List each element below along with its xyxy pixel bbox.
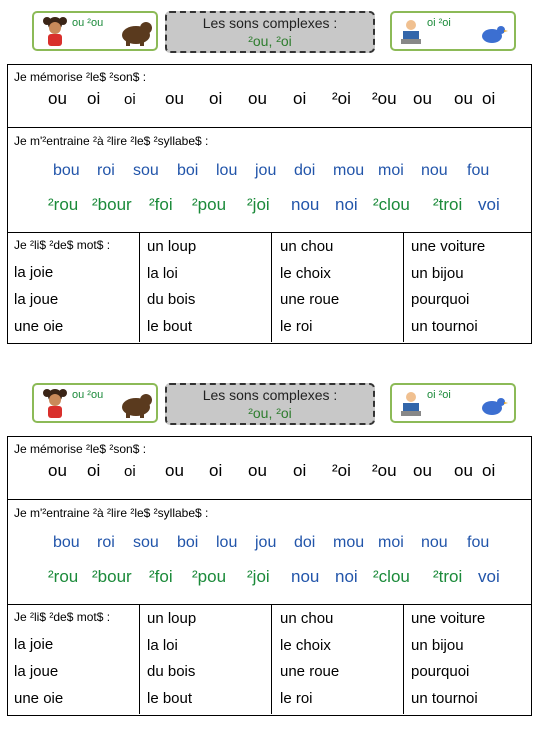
header-right-box bbox=[390, 383, 516, 423]
syllable: ²joi bbox=[247, 195, 270, 214]
child-reading-icon bbox=[398, 17, 424, 47]
sound-item: oi bbox=[293, 89, 307, 108]
word: une roue bbox=[280, 663, 340, 680]
syllable: fou bbox=[467, 162, 490, 179]
word: un chou bbox=[280, 238, 334, 255]
word: du bois bbox=[147, 663, 196, 680]
child-reading-icon bbox=[398, 389, 424, 419]
entraine-section bbox=[7, 128, 532, 233]
word: une oie bbox=[14, 318, 64, 335]
title-line-1: Les sons complexes : bbox=[202, 387, 338, 403]
word: le choix bbox=[280, 265, 331, 282]
sound-item: oi bbox=[124, 463, 136, 480]
sound-item: ou bbox=[48, 461, 67, 480]
bear-icon bbox=[118, 390, 154, 418]
syllable: voi bbox=[478, 567, 500, 586]
word: une voiture bbox=[411, 238, 486, 255]
sound-item: ou bbox=[48, 89, 67, 108]
syllable: ²pou bbox=[192, 195, 227, 214]
word: le roi bbox=[280, 318, 313, 335]
sound-item: ou bbox=[454, 89, 473, 108]
word: le bout bbox=[147, 690, 193, 707]
word: le roi bbox=[280, 690, 313, 707]
syllable: ²foi bbox=[149, 567, 173, 586]
syllable: noi bbox=[335, 567, 358, 586]
syllable: ²clou bbox=[373, 195, 410, 214]
syllable: ²troi bbox=[433, 195, 463, 214]
word: une voiture bbox=[411, 610, 486, 627]
sound-item: ²ou bbox=[372, 89, 397, 108]
syllable: roi bbox=[97, 162, 115, 179]
column-divider bbox=[271, 605, 272, 714]
syllable: ²pou bbox=[192, 567, 227, 586]
sound-item: ou bbox=[413, 461, 432, 480]
girl-icon bbox=[40, 15, 70, 47]
sound-item: ²oi bbox=[332, 89, 351, 108]
syllable: nou bbox=[291, 567, 320, 586]
syllable: lou bbox=[216, 162, 238, 179]
syllable: ²bour bbox=[92, 567, 132, 586]
sound-item: oi bbox=[482, 461, 496, 480]
sound-item: ²oi bbox=[332, 461, 351, 480]
syllable: nou bbox=[291, 195, 320, 214]
syllable: sou bbox=[133, 534, 159, 551]
syllable: ²rou bbox=[48, 195, 79, 214]
syllable: fou bbox=[467, 534, 490, 551]
title-line-1: Les sons complexes : bbox=[202, 15, 338, 31]
word: la joie bbox=[14, 636, 54, 653]
syllable: boi bbox=[177, 534, 199, 551]
word: la joie bbox=[14, 264, 54, 281]
word: un tournoi bbox=[411, 690, 478, 707]
words-title: Je ²li$ ²de$ mot$ : bbox=[14, 238, 111, 252]
title-line-2: ²ou, ²oi bbox=[248, 33, 292, 49]
word: un chou bbox=[280, 610, 334, 627]
sound-item: oi bbox=[293, 461, 307, 480]
word: du bois bbox=[147, 291, 196, 308]
sound-item: oi bbox=[87, 89, 101, 108]
girl-icon bbox=[40, 387, 70, 419]
words-section bbox=[7, 605, 532, 716]
header-left-label: ou ²ou bbox=[72, 389, 104, 401]
entraine-title: Je m'²entraine ²à ²lire ²le$ ²syllabe$ : bbox=[14, 506, 209, 520]
sound-item: ou bbox=[165, 89, 184, 108]
sound-item: ou bbox=[413, 89, 432, 108]
bear-icon bbox=[118, 18, 154, 46]
syllable: ²joi bbox=[247, 567, 270, 586]
syllable: nou bbox=[421, 162, 448, 179]
syllable: sou bbox=[133, 162, 159, 179]
syllable: ²troi bbox=[433, 567, 463, 586]
column-divider bbox=[271, 233, 272, 342]
header-left-label: ou ²ou bbox=[72, 17, 104, 29]
word: pourquoi bbox=[411, 291, 470, 308]
sound-item: ou bbox=[248, 461, 267, 480]
syllable: jou bbox=[255, 162, 277, 179]
syllable: ²clou bbox=[373, 567, 410, 586]
syllable: ²rou bbox=[48, 567, 79, 586]
word: pourquoi bbox=[411, 663, 470, 680]
memorise-title: Je mémorise ²le$ ²son$ : bbox=[14, 442, 147, 456]
entraine-section bbox=[7, 500, 532, 605]
header-left-box bbox=[32, 11, 158, 51]
header-right-label: oi ²oi bbox=[427, 389, 451, 401]
column-divider bbox=[403, 233, 404, 342]
sound-item: oi bbox=[124, 91, 136, 108]
word: un loup bbox=[147, 238, 197, 255]
word: le choix bbox=[280, 637, 331, 654]
sound-item: ou bbox=[165, 461, 184, 480]
sound-item: ou bbox=[248, 89, 267, 108]
syllable: jou bbox=[255, 534, 277, 551]
memorise-title: Je mémorise ²le$ ²son$ : bbox=[14, 70, 147, 84]
word: une oie bbox=[14, 690, 64, 707]
words-section bbox=[7, 233, 532, 344]
word: un loup bbox=[147, 610, 197, 627]
syllable: bou bbox=[53, 162, 80, 179]
entraine-title: Je m'²entraine ²à ²lire ²le$ ²syllabe$ : bbox=[14, 134, 209, 148]
word: un bijou bbox=[411, 637, 464, 654]
sound-item: oi bbox=[209, 89, 223, 108]
title-box bbox=[165, 11, 375, 53]
sound-item: ou bbox=[454, 461, 473, 480]
syllable: doi bbox=[294, 162, 316, 179]
sound-item: ²ou bbox=[372, 461, 397, 480]
syllable: nou bbox=[421, 534, 448, 551]
sound-item: oi bbox=[87, 461, 101, 480]
word: la joue bbox=[14, 663, 59, 680]
syllable: voi bbox=[478, 195, 500, 214]
syllable: bou bbox=[53, 534, 80, 551]
header-right-label: oi ²oi bbox=[427, 17, 451, 29]
worksheet-bottom bbox=[7, 379, 532, 729]
memorise-section bbox=[7, 436, 532, 500]
title-line-2: ²ou, ²oi bbox=[248, 405, 292, 421]
bird-icon bbox=[478, 21, 508, 47]
header-left-box bbox=[32, 383, 158, 423]
syllable: ²bour bbox=[92, 195, 132, 214]
header-right-box bbox=[390, 11, 516, 51]
words-title: Je ²li$ ²de$ mot$ : bbox=[14, 610, 111, 624]
column-divider bbox=[403, 605, 404, 714]
syllable: mou bbox=[333, 162, 365, 179]
syllable: ²foi bbox=[149, 195, 173, 214]
syllable: boi bbox=[177, 162, 199, 179]
syllable: moi bbox=[378, 534, 404, 551]
sound-item: oi bbox=[209, 461, 223, 480]
memorise-section bbox=[7, 64, 532, 128]
syllable: roi bbox=[97, 534, 115, 551]
syllable: mou bbox=[333, 534, 365, 551]
word: un bijou bbox=[411, 265, 464, 282]
syllable: moi bbox=[378, 162, 404, 179]
syllable: lou bbox=[216, 534, 238, 551]
sound-item: oi bbox=[482, 89, 496, 108]
syllable: doi bbox=[294, 534, 316, 551]
word: un tournoi bbox=[411, 318, 478, 335]
word: la loi bbox=[147, 637, 178, 654]
word: le bout bbox=[147, 318, 193, 335]
syllable: noi bbox=[335, 195, 358, 214]
word: la loi bbox=[147, 265, 178, 282]
title-box bbox=[165, 383, 375, 425]
worksheet-top bbox=[7, 7, 532, 357]
bird-icon bbox=[478, 393, 508, 419]
word: la joue bbox=[14, 291, 59, 308]
word: une roue bbox=[280, 291, 340, 308]
column-divider bbox=[139, 605, 140, 714]
column-divider bbox=[139, 233, 140, 342]
